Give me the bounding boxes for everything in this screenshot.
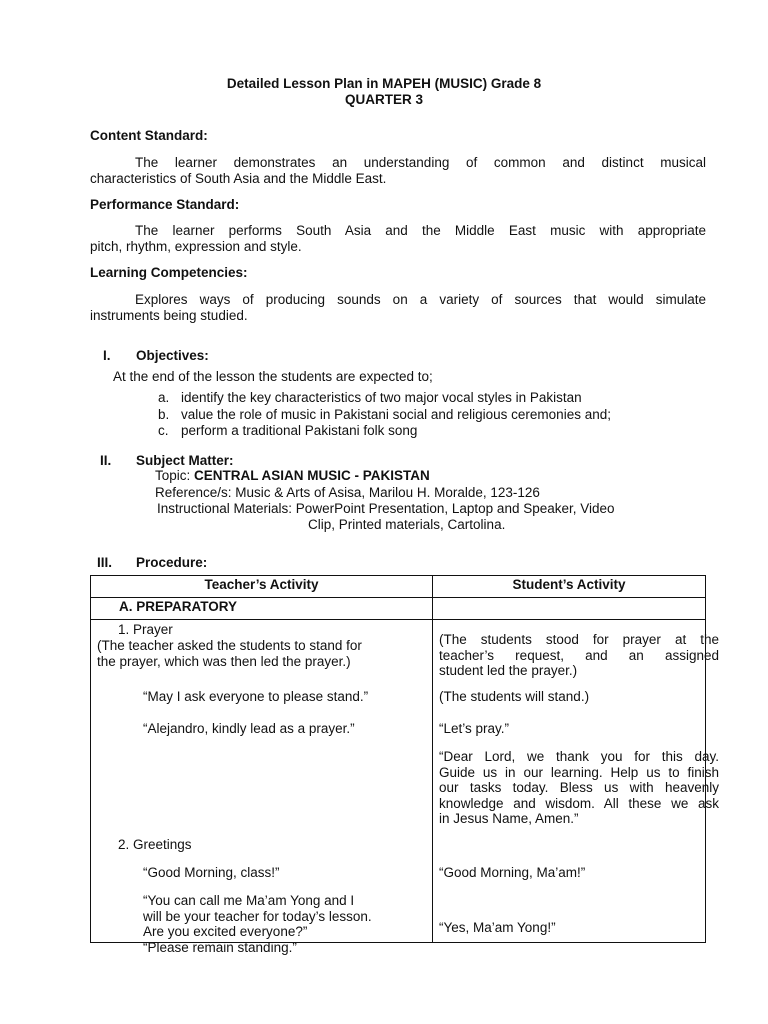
prayer-text-5: in Jesus Name, Amen.”: [439, 811, 579, 826]
subject-matter-number: II.: [100, 453, 112, 468]
table-header-row: [91, 576, 706, 598]
teacher-line-introduction: [143, 893, 372, 955]
content-standard-text-2: characteristics of South Asia and the Middle East.: [90, 171, 387, 186]
objectives-number: I.: [103, 348, 111, 363]
objective-item-a: identify the key characteristics of two major vocal styles in Pakistan: [181, 390, 582, 405]
prayer-text-3: our tasks today. Bless us with heavenly: [439, 780, 719, 795]
greetings-label: 2. Greetings: [118, 837, 192, 852]
learning-competencies-heading: Learning Competencies:: [90, 265, 248, 280]
materials-line-2: Clip, Printed materials, Cartolina.: [308, 517, 506, 532]
table-row-activities: [91, 620, 706, 943]
document-title: Detailed Lesson Plan in MAPEH (MUSIC) Grade 8: [226, 76, 542, 91]
objective-marker-b: b.: [158, 407, 170, 422]
document-subtitle: QUARTER 3: [344, 92, 423, 107]
topic-label: Topic:: [155, 468, 195, 483]
student-line-lets-pray: “Let’s pray.”: [439, 721, 510, 736]
teacher-line-good-morning: “Good Morning, class!”: [143, 865, 280, 880]
teacher-prayer-note-1: (The teacher asked the students to stand for: [97, 638, 362, 653]
objective-marker-c: c.: [158, 423, 169, 438]
teacher-intro-2: will be your teacher for today’s lesson.: [143, 908, 372, 924]
content-standard-heading: Content Standard:: [90, 128, 208, 143]
section-preparatory: A. PREPARATORY: [91, 598, 433, 620]
student-line-stand: (The students will stand.): [439, 689, 590, 704]
content-standard-text-1: The learner demonstrates an understanding of common and distinct musical: [135, 155, 706, 170]
prayer-label: 1. Prayer: [118, 622, 173, 637]
topic-line: [155, 468, 430, 485]
teacher-intro-3: Are you excited everyone?”: [143, 924, 308, 939]
teacher-prayer-note-2: the prayer, which was then led the prayer.): [97, 653, 351, 669]
student-prayer-note-2: teacher’s request, and an assigned: [439, 647, 719, 663]
topic-value: CENTRAL ASIAN MUSIC - PAKISTAN: [194, 468, 430, 483]
student-line-yes: “Yes, Ma’am Yong!”: [439, 920, 556, 935]
procedure-heading: Procedure:: [136, 555, 208, 570]
performance-standard-text-2: pitch, rhythm, expression and style.: [90, 239, 302, 254]
performance-standard-heading: Performance Standard:: [90, 197, 240, 212]
procedure-number: III.: [97, 555, 113, 570]
teacher-line-stand: “May I ask everyone to please stand.”: [143, 689, 369, 704]
materials-line-1: Instructional Materials: PowerPoint Presentation, Laptop and Speaker, Video: [157, 501, 615, 516]
reference-line: Reference/s: Music & Arts of Asisa, Marilou H. Moralde, 123-126: [155, 485, 540, 500]
objective-item-c: perform a traditional Pakistani folk song: [181, 423, 418, 438]
table-row-preparatory: [91, 598, 706, 620]
prayer-text-2: Guide us in our learning. Help us to finish: [439, 764, 719, 780]
empty-cell: [433, 598, 706, 620]
teacher-intro-1: “You can call me Ma’am Yong and I: [143, 893, 355, 908]
learning-competencies-text-1: Explores ways of producing sounds on a variety of sources that would simulate: [135, 292, 706, 307]
objectives-intro: At the end of the lesson the students are expected to;: [113, 369, 433, 384]
learning-competencies-text-2: instruments being studied.: [90, 308, 248, 323]
student-prayer-note-1: (The students stood for prayer at the: [439, 632, 719, 647]
teacher-activity-header: Teacher’s Activity: [91, 576, 433, 598]
student-prayer-note-3: student led the prayer.): [439, 663, 578, 678]
objective-marker-a: a.: [158, 390, 170, 405]
teacher-intro-4: “Please remain standing.”: [143, 939, 297, 955]
objectives-heading: Objectives:: [136, 348, 209, 363]
prayer-text-1: “Dear Lord, we thank you for this day.: [439, 749, 719, 764]
performance-standard-text-1: The learner performs South Asia and the Middle East music with appropriate: [135, 223, 706, 238]
teacher-prayer-note: [97, 638, 404, 669]
subject-matter-heading: Subject Matter:: [136, 453, 234, 468]
student-prayer-note: [439, 632, 719, 679]
teacher-activity-cell: [91, 620, 433, 955]
teacher-line-lead-prayer: “Alejandro, kindly lead as a prayer.”: [143, 721, 355, 736]
prayer-text-4: knowledge and wisdom. All these we ask: [439, 795, 719, 811]
student-line-good-morning: “Good Morning, Ma’am!”: [439, 865, 586, 880]
student-prayer-text: [439, 749, 719, 827]
student-activity-header: Student’s Activity: [433, 576, 706, 598]
procedure-table: [90, 575, 719, 955]
objective-item-b: value the role of music in Pakistani social and religious ceremonies and;: [181, 407, 611, 422]
student-activity-cell: [433, 620, 719, 943]
